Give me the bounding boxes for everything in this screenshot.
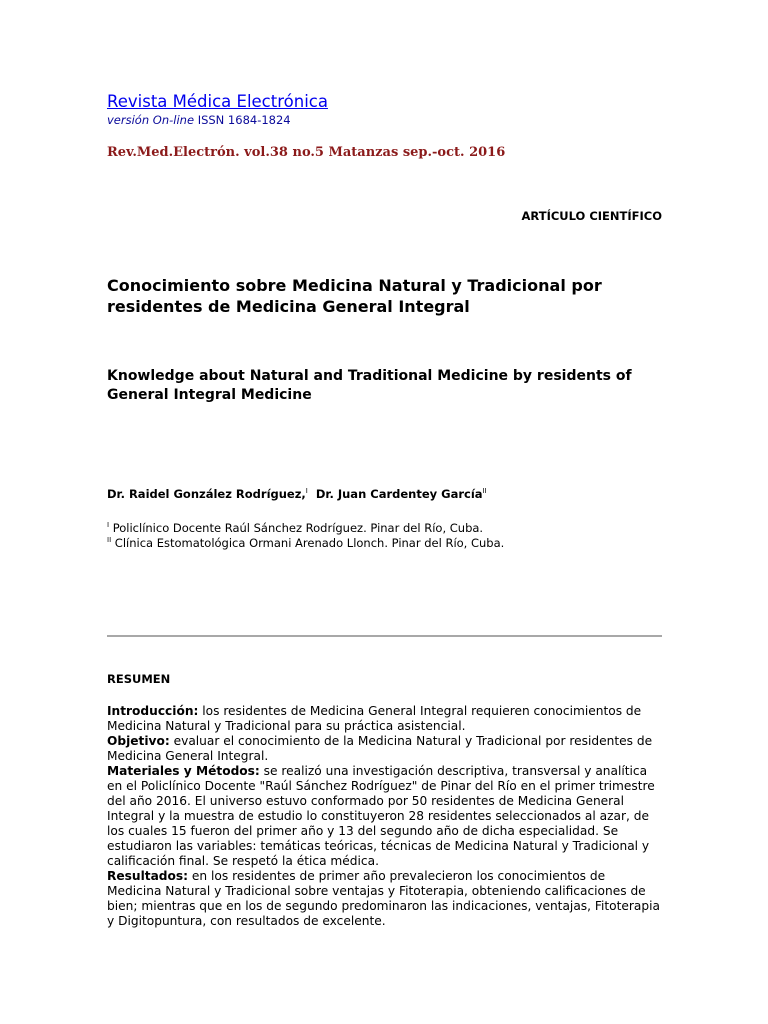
- article-title-en: Knowledge about Natural and Traditional Medicine by residents of General Integral Medicine: [107, 368, 632, 403]
- abstract-resultados: [107, 869, 662, 929]
- author-1-affil-mark: I: [305, 487, 308, 496]
- abstract-objetivo: [107, 734, 662, 764]
- affiliation-2-mark: II: [107, 536, 112, 545]
- affiliation-1-text: Policlínico Docente Raúl Sánchez Rodríguez. Pinar del Río, Cuba.: [112, 521, 484, 535]
- author-2-affil-mark: II: [482, 487, 487, 496]
- affiliation-1-mark: I: [107, 521, 110, 530]
- abstract-metodos-label: Materiales y Métodos:: [107, 764, 260, 778]
- article-title-es: Conocimiento sobre Medicina Natural y Tradicional por residentes de Medicina General Integral: [107, 276, 602, 316]
- abstract-introduccion: [107, 704, 662, 734]
- article-type: ARTÍCULO CIENTÍFICO: [521, 209, 662, 223]
- abstract-body: [107, 704, 662, 929]
- journal-name-link[interactable]: Revista Médica Electrónica: [107, 92, 328, 111]
- abstract-resultados-text: en los residentes de primer año prevalecieron los conocimientos de Medicina Natural y Tradicional sobre ventajas y Fitoterapia, obteniendo calificaciones de bien; mientras que en los de segundo predominaron las indicaciones, ventajas, Fitoterapia y Digitopuntura, con resultados de excelente.: [107, 869, 660, 928]
- issn: ISSN 1684-1824: [197, 113, 291, 127]
- affiliation-2: [107, 536, 504, 550]
- version-label: versión On-line: [107, 113, 195, 127]
- section-divider: [107, 635, 662, 637]
- version-line: [107, 113, 291, 127]
- affiliation-1: [107, 521, 483, 535]
- author-2: Dr. Juan Cardentey García: [315, 487, 483, 501]
- abstract-metodos-text: se realizó una investigación descriptiva, transversal y analítica en el Policlínico Docente "Raúl Sánchez Rodríguez" de Pinar del Río en el primer trimestre del año 2016. El universo estuvo conformado por 50 residentes de Medicina General Integral y la muestra de estudio lo constituyeron 28 residentes seleccionados al azar, de los cuales 15 fueron del primer año y 13 del segundo año de dicha especialidad. Se estudiaron las variables: temáticas teóricas, técnicas de Medicina Natural y Tradicional y calificación final. Se respetó la ética médica.: [107, 764, 655, 868]
- abstract-heading: RESUMEN: [107, 672, 171, 686]
- abstract-introduccion-label: Introducción:: [107, 704, 199, 718]
- journal-citation: Rev.Med.Electrón. vol.38 no.5 Matanzas sep.-oct. 2016: [107, 145, 506, 160]
- authors-line: [107, 487, 487, 501]
- abstract-objetivo-text: evaluar el conocimiento de la Medicina Natural y Tradicional por residentes de Medicina General Integral.: [107, 734, 653, 763]
- abstract-resultados-label: Resultados:: [107, 869, 189, 883]
- abstract-objetivo-label: Objetivo:: [107, 734, 170, 748]
- abstract-metodos: [107, 764, 662, 869]
- author-1: Dr. Raidel González Rodríguez,: [107, 487, 306, 501]
- abstract-introduccion-text: los residentes de Medicina General Integral requieren conocimientos de Medicina Natural y Tradicional para su práctica asistencial.: [107, 704, 642, 733]
- affiliation-2-text: Clínica Estomatológica Ormani Arenado Llonch. Pinar del Río, Cuba.: [114, 536, 505, 550]
